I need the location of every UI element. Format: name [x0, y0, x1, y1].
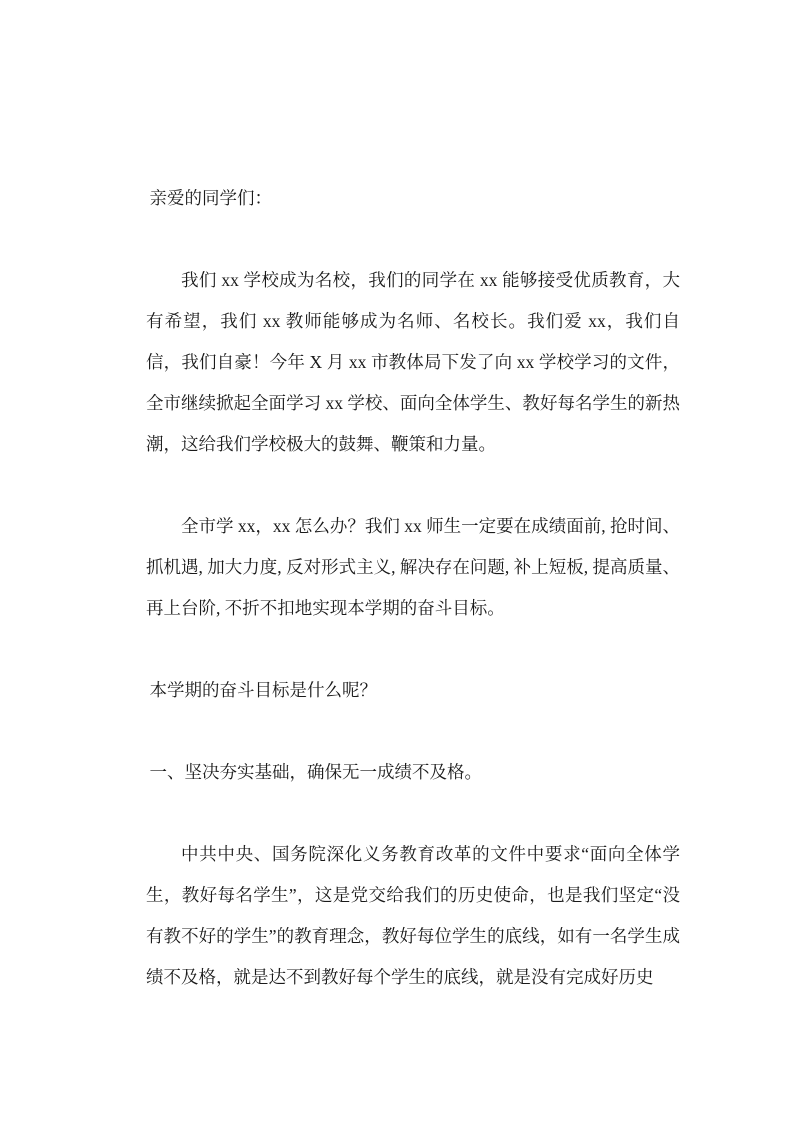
salutation: 亲爱的同学们： — [149, 188, 272, 208]
document-body — [146, 178, 680, 998]
paragraph-5: 中共中央、国务院深化义务教育改革的文件中要求“面向全体学生，教好每名学生”，这是党交给我们的历史使命，也是我们坚定“没有教不好的学生”的教育理念，教好每位学生的底线，如有一名学生成绩不及格，就是达不到教好每个学生的底线，就是没有完成好历史 — [146, 844, 680, 987]
spacer — [146, 246, 680, 260]
spacer — [146, 492, 680, 506]
paragraph-2: 全市学 xx，xx 怎么办？我们 xx 师生一定要在成绩面前, 抢时间、抓机遇, 加大力度, 反对形式主义, 解决存在问题, 补上短板, 提高质量、再上台阶, 不折不扣地实现本学期的奋斗目标。 — [146, 516, 680, 618]
paragraph-3-question: 本学期的奋斗目标是什么呢？ — [149, 680, 377, 700]
spacer — [146, 656, 680, 670]
paragraph-4-heading: 一、坚决夯实基础，确保无一成绩不及格。 — [149, 762, 482, 782]
spacer — [146, 738, 680, 752]
paragraph-1: 我们 xx 学校成为名校，我们的同学在 xx 能够接受优质教育，大有希望，我们 xx 教师能够成为名师、名校长。我们爱 xx，我们自信，我们自豪！今年 X 月 xx 市教体局下发了向 xx 学校学习的文件，全市继续掀起全面学习 xx 学校、面向全体学生、教好每名学生的新热潮，这给我们学校极大的鼓舞、鞭策和力量。 — [146, 270, 680, 454]
spacer — [146, 820, 680, 834]
